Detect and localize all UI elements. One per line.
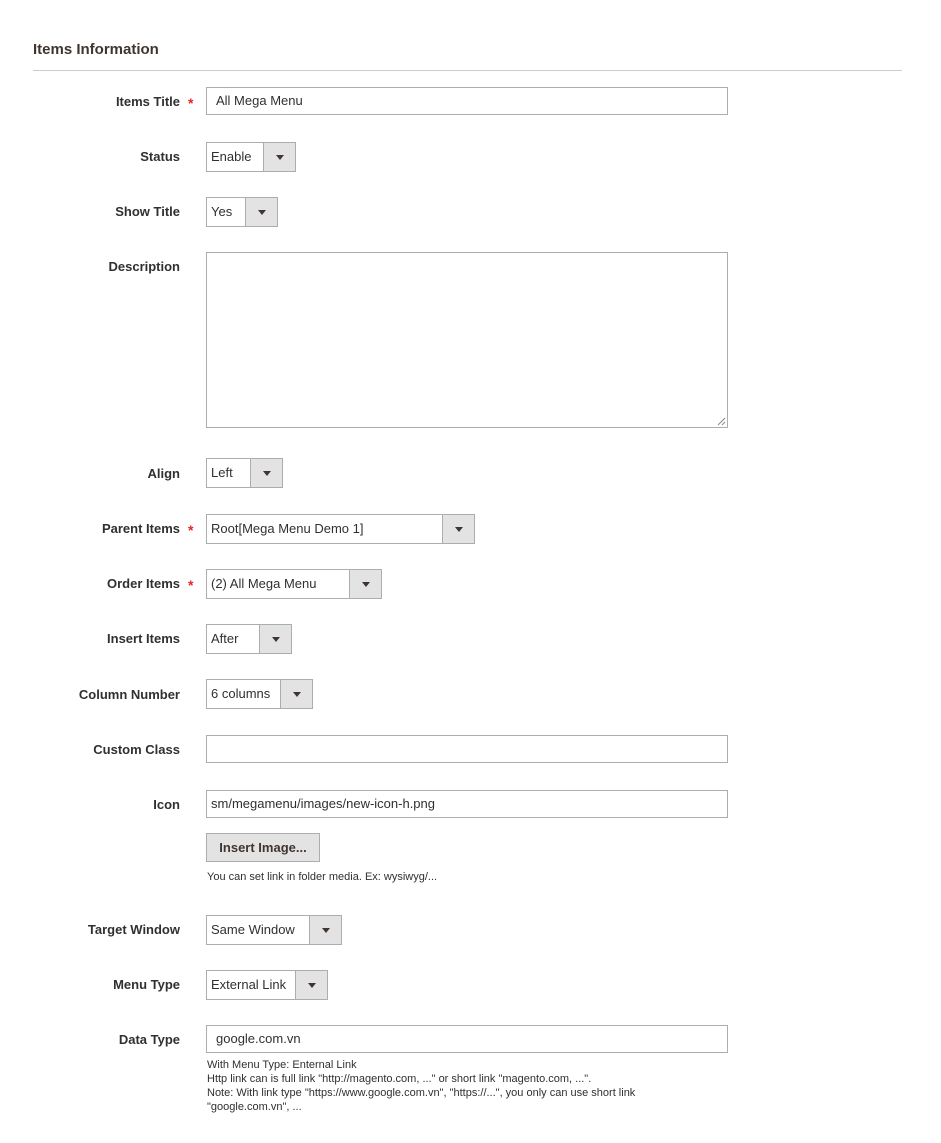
insert-items-value: After [211,631,239,646]
show-title-value: Yes [211,204,233,219]
show-title-label: Show Title [115,204,180,219]
align-label: Align [147,466,180,481]
icon-path-input[interactable]: sm/megamenu/images/new-icon-h.png [206,790,728,818]
custom-class-input[interactable] [206,735,728,763]
chevron-down-icon[interactable] [280,680,312,708]
insert-image-button[interactable]: Insert Image... [206,833,320,862]
custom-class-label: Custom Class [93,742,180,757]
chevron-down-icon[interactable] [245,198,277,226]
chevron-down-icon[interactable] [250,459,282,487]
status-label: Status [140,149,180,164]
section-title: Items Information [33,41,159,58]
chevron-down-icon[interactable] [259,625,291,653]
chevron-down-icon[interactable] [442,515,474,543]
status-select[interactable] [206,142,296,172]
data-type-note-line: "google.com.vn", ... [207,1101,302,1113]
data-type-note-line: With Menu Type: Enternal Link [207,1059,357,1071]
description-textarea[interactable] [206,252,728,428]
align-select[interactable] [206,458,283,488]
data-type-note-line: Http link can is full link "http://magento.com, ..." or short link "magento.com, ...". [207,1073,592,1085]
required-marker: * [188,522,194,538]
items-title-label: Items Title [115,94,180,109]
chevron-down-icon[interactable] [263,143,295,171]
chevron-down-icon[interactable] [309,916,341,944]
icon-note: You can set link in folder media. Ex: wysiwyg/... [207,871,438,883]
data-type-input[interactable]: google.com.vn [206,1025,728,1053]
target-window-value: Same Window [211,922,295,937]
column-number-select[interactable] [206,679,313,709]
required-marker: * [188,95,194,111]
data-type-note-line: Note: With link type "https://www.google.com.vn", "https://...", you only can use short link [207,1087,636,1099]
status-value: Enable [211,149,252,164]
items-title-input[interactable]: All Mega Menu [206,87,728,115]
show-title-select[interactable] [206,197,278,227]
insert-items-select[interactable] [206,624,292,654]
order-items-select[interactable] [206,569,382,599]
description-label: Description [108,259,180,274]
parent-items-label: Parent Items [101,521,180,536]
order-items-label: Order Items [107,576,180,591]
align-value: Left [211,465,233,480]
chevron-down-icon[interactable] [295,971,327,999]
chevron-down-icon[interactable] [349,570,381,598]
data-type-label: Data Type [118,1032,180,1047]
menu-type-label: Menu Type [113,977,180,992]
parent-items-select[interactable] [206,514,475,544]
column-number-value: 6 columns [211,686,271,701]
icon-label: Icon [153,797,180,812]
target-window-select[interactable] [206,915,342,945]
resize-grip-icon[interactable] [717,417,726,426]
required-marker: * [188,577,194,593]
menu-type-select[interactable] [206,970,328,1000]
column-number-label: Column Number [78,687,180,702]
section-divider [33,70,902,71]
target-window-label: Target Window [87,922,180,937]
order-items-value: (2) All Mega Menu [211,576,317,591]
parent-items-value: Root[Mega Menu Demo 1] [211,521,364,536]
menu-type-value: External Link [211,977,287,992]
insert-items-label: Insert Items [107,631,180,646]
